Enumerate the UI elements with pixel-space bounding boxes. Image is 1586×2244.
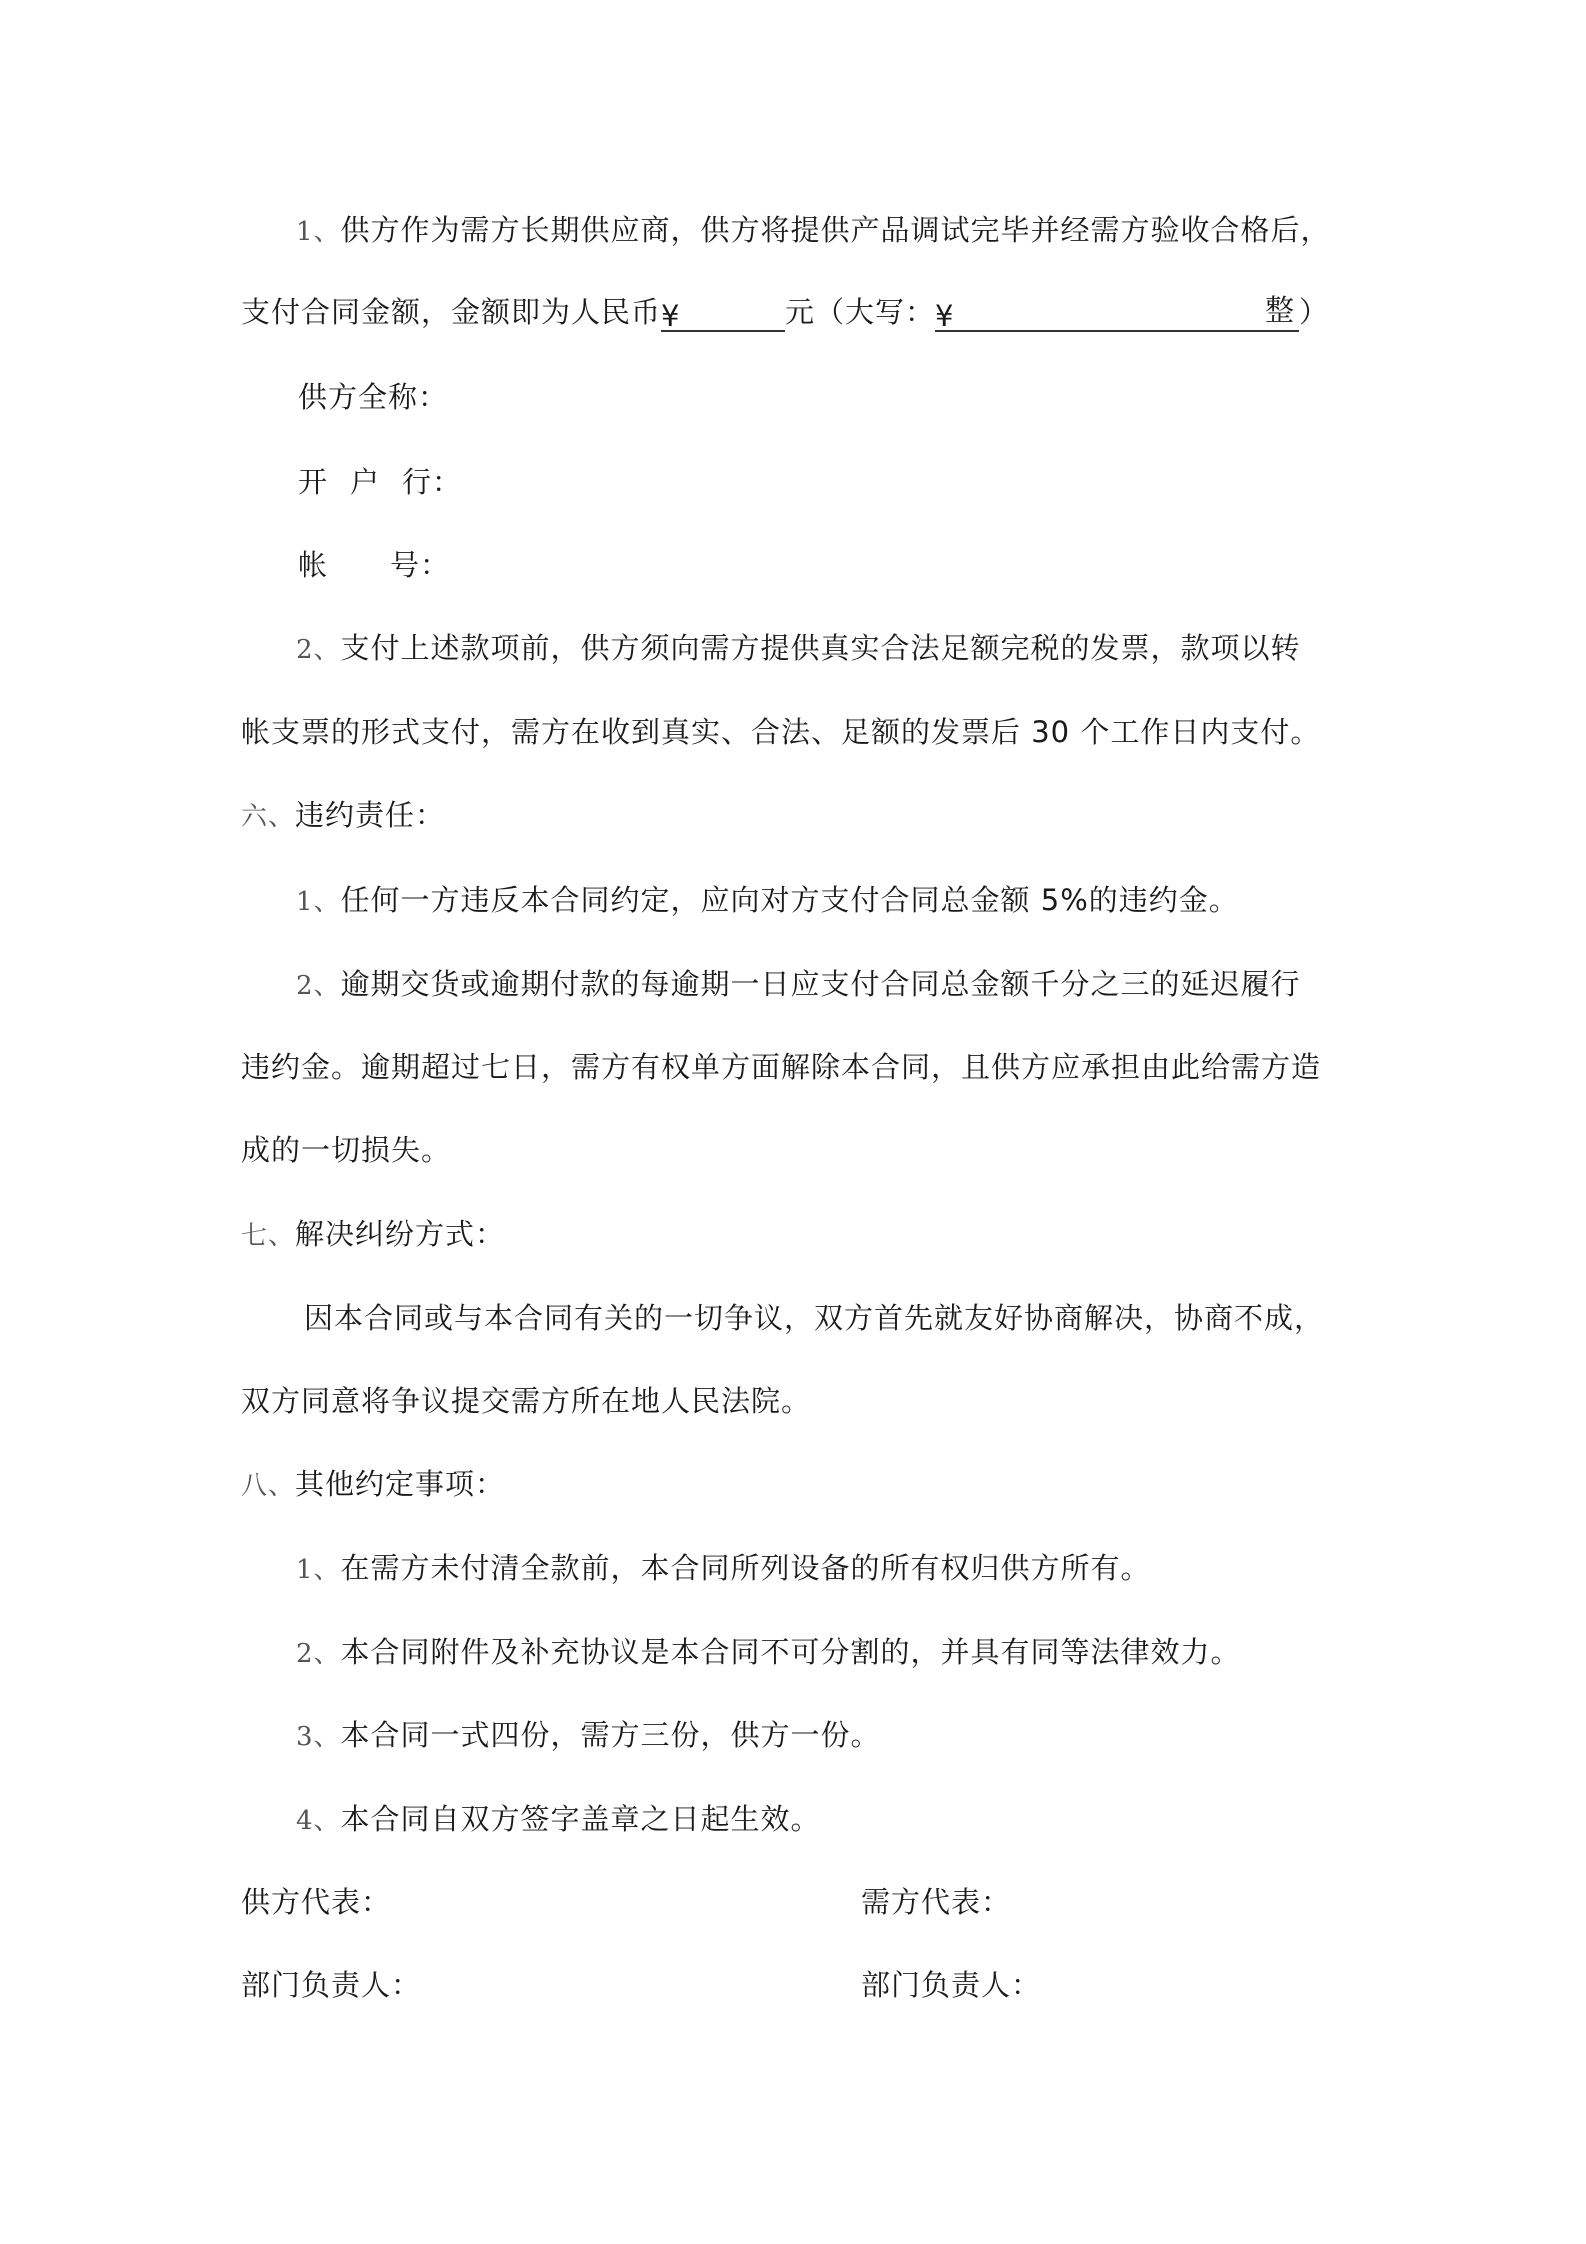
section-heading-other — [241, 1464, 505, 1506]
other-item-3 — [296, 1715, 881, 1757]
liability-item-2-cont1 — [241, 1047, 1321, 1087]
payment-item-1 — [296, 210, 1331, 252]
paragraph-text: 双方同意将争议提交需方所在地人民法院。 — [241, 1384, 812, 1418]
paragraph-text: 本合同自双方签字盖章之日起生效。 — [340, 1802, 821, 1836]
bank-label — [298, 462, 462, 502]
section-title: 解决纠纷方式： — [295, 1217, 506, 1251]
label-char: 户 — [350, 465, 381, 499]
label-char: 号： — [390, 548, 451, 582]
supplier-rep-label — [241, 1882, 391, 1922]
section-number: 八、 — [241, 1471, 296, 1501]
label-text: 供方全称： — [298, 380, 449, 414]
liability-item-2-cont2 — [241, 1130, 451, 1170]
item-number: 3、 — [296, 1722, 341, 1752]
label-char: 开 — [298, 465, 329, 499]
paragraph-text: 本合同附件及补充协议是本合同不可分割的，并具有同等法律效力。 — [340, 1635, 1241, 1669]
payment-item-2-cont — [241, 712, 1320, 752]
item-number: 2、 — [296, 635, 341, 665]
supplier-name-label — [298, 377, 448, 417]
paragraph-text: 帐支票的形式支付，需方在收到真实、合法、足额的发票后 30 个工作日内支付。 — [241, 715, 1321, 749]
section-heading-disputes — [241, 1214, 505, 1256]
paragraph-text: 逾期交货或逾期付款的每逾期一日应支付合同总金额千分之三的延迟履行 — [340, 967, 1301, 1001]
paragraph-text: 因本合同或与本合同有关的一切争议，双方首先就友好协商解决，协商不成， — [304, 1301, 1325, 1335]
buyer-rep-label — [861, 1882, 1011, 1922]
label-text: 供方代表： — [241, 1885, 392, 1919]
section-heading-liability — [241, 795, 445, 837]
disputes-paragraph — [304, 1298, 1324, 1338]
other-item-2 — [296, 1632, 1241, 1674]
paragraph-text: 支付上述款项前，供方须向需方提供真实合法足额完税的发票，款项以转 — [340, 631, 1301, 665]
label-char: 帐 — [298, 548, 329, 582]
section-title: 违约责任： — [295, 798, 446, 832]
paragraph-text: 供方作为需方长期供应商，供方将提供产品调试完毕并经需方验收合格后， — [340, 213, 1331, 247]
label-text: 部门负责人： — [861, 1968, 1042, 2002]
section-number: 七、 — [241, 1221, 296, 1251]
disputes-paragraph-cont — [241, 1381, 811, 1421]
payment-amount-line — [241, 292, 1329, 332]
buyer-dept-head-label — [861, 1965, 1041, 2005]
account-label — [298, 545, 450, 585]
amount-blank — [661, 296, 785, 332]
paragraph-text: 在需方未付清全款前，本合同所列设备的所有权归供方所有。 — [340, 1551, 1151, 1585]
supplier-dept-head-label — [241, 1965, 421, 2005]
section-title: 其他约定事项： — [295, 1467, 506, 1501]
item-number: 2、 — [296, 971, 341, 1001]
yen-symbol: ¥ — [935, 299, 955, 333]
label-char: 行： — [402, 465, 463, 499]
payment-item-2 — [296, 628, 1301, 670]
item-number: 4、 — [296, 1806, 341, 1836]
label-text: 需方代表： — [861, 1885, 1012, 1919]
item-number: 1、 — [296, 887, 341, 917]
section-number: 六、 — [241, 802, 296, 832]
other-item-1 — [296, 1548, 1151, 1590]
item-number: 1、 — [296, 217, 341, 247]
yen-symbol: ¥ — [661, 299, 681, 333]
other-item-4 — [296, 1799, 821, 1841]
paragraph-text: 违约金。逾期超过七日，需方有权单方面解除本合同，且供方应承担由此给需方造 — [241, 1050, 1322, 1084]
label-text: 部门负责人： — [241, 1968, 422, 2002]
item-number: 1、 — [296, 1555, 341, 1585]
amount-in-words-blank — [935, 293, 1299, 333]
liability-item-2 — [296, 964, 1301, 1006]
paragraph-text: 本合同一式四份，需方三份，供方一份。 — [340, 1718, 881, 1752]
close-paren: ） — [1299, 295, 1330, 329]
paragraph-text: 任何一方违反本合同约定，应向对方支付合同总金额 5%的违约金。 — [340, 883, 1239, 917]
paragraph-text: 支付合同金额，金额即为人民币 — [241, 295, 662, 329]
zheng-label: 整 — [1265, 293, 1296, 327]
item-number: 2、 — [296, 1639, 341, 1669]
paragraph-text: 成的一切损失。 — [241, 1133, 452, 1167]
liability-item-1 — [296, 880, 1239, 922]
paragraph-text: 元（大写： — [785, 295, 936, 329]
